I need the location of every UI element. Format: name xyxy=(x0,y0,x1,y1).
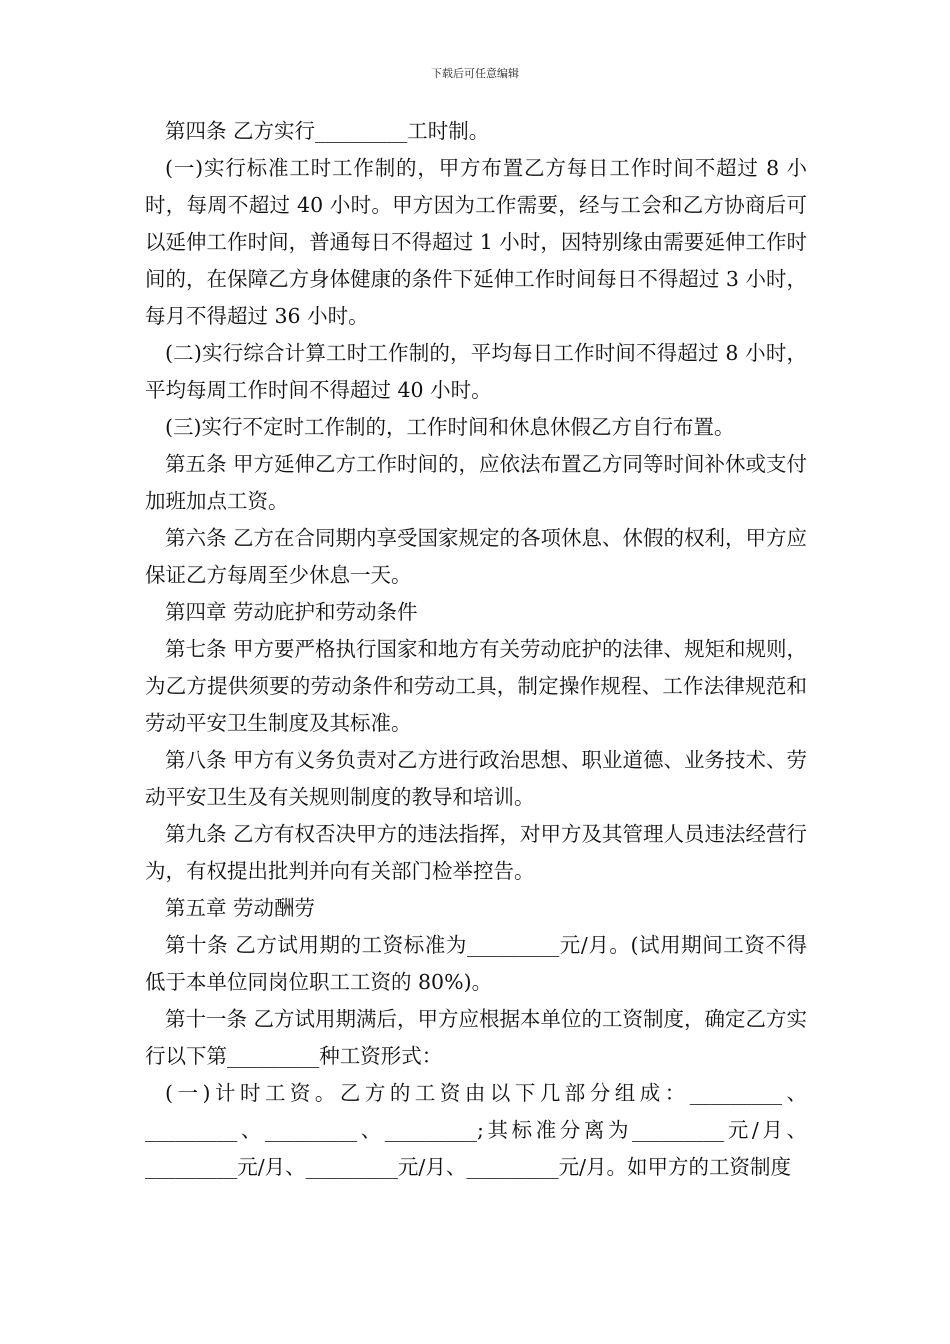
article-4: 第四条 乙方实行_________工时制。 xyxy=(165,119,490,143)
article-4-clause-3: (三)实行不定时工作制的，工作时间和休息休假乙方自行布置。 xyxy=(165,415,735,439)
article-7: 第七条 甲方要严格执行国家和地方有关劳动庇护的法律、规矩和规则，为乙方提供须要的劳动条件和劳动工具，制定操作规程、工作法律规范和劳动平安卫生制度及其标准。 xyxy=(145,637,808,735)
article-9: 第九条 乙方有权否决甲方的违法指挥，对甲方及其管理人员违法经营行为，有权提出批判并向有关部门检举控告。 xyxy=(145,822,808,883)
article-8: 第八条 甲方有义务负责对乙方进行政治思想、职业道德、业务技术、劳动平安卫生及有关规则制度的教导和培训。 xyxy=(145,748,808,809)
article-5: 第五条 甲方延伸乙方工作时间的，应依法布置乙方同等时间补休或支付加班加点工资。 xyxy=(145,452,808,513)
article-11: 第十一条 乙方试用期满后，甲方应根据本单位的工资制度，确定乙方实行以下第_________种工资形式： xyxy=(145,1007,808,1068)
chapter-4-heading: 第四章 劳动庇护和劳动条件 xyxy=(165,600,418,624)
article-6: 第六条 乙方在合同期内享受国家规定的各项休息、休假的权利，甲方应保证乙方每周至少休息一天。 xyxy=(145,526,808,587)
article-10: 第十条 乙方试用期的工资标准为_________元/月。(试用期间工资不得低于本单位同岗位职工工资的 80%)。 xyxy=(145,933,807,994)
document-body xyxy=(145,113,807,1186)
page-header: 下载后可任意编辑 xyxy=(431,67,519,80)
article-4-clause-2: (二)实行综合计算工时工作制的，平均每日工作时间不得超过 8 小时，平均每周工作时间不得超过 40 小时。 xyxy=(145,341,807,402)
chapter-5-heading: 第五章 劳动酬劳 xyxy=(165,896,316,920)
article-4-clause-1: (一)实行标准工时工作制的，甲方布置乙方每日工作时间不超过 8 小时，每周不超过 40 小时。甲方因为工作需要，经与工会和乙方协商后可以延伸工作时间，普通每日不得超过 1 小时，因特别缘由需要延伸工作时间的，在保障乙方身体健康的条件下延伸工作时间每日不得超过 3 小时，每月不得超过 36 小时。 xyxy=(145,156,807,328)
article-11-clause-1: (一)计时工资。乙方的工资由以下几部分组成：_________、_________、_________、_________;其标准分离为_________元/月、_________元/月、_________元/月、_________元/月。如甲方的工资制度 xyxy=(145,1081,807,1179)
